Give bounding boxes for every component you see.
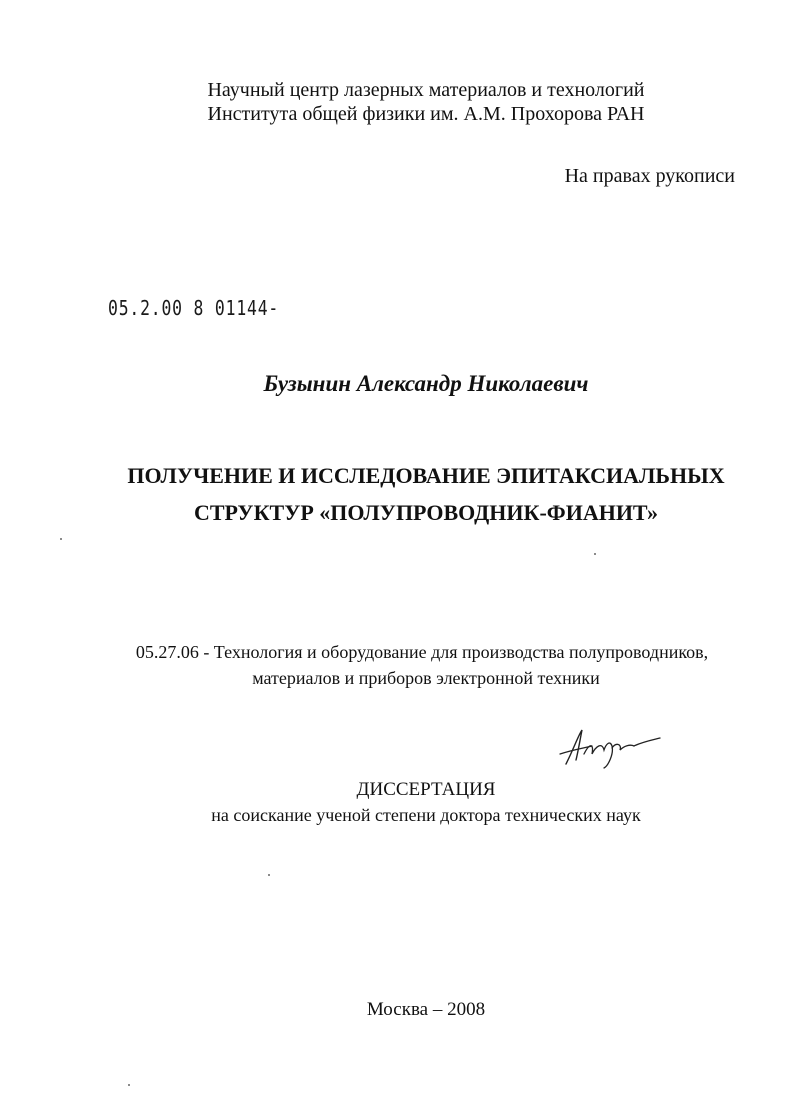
organization-line-2: Института общей физики им. А.М. Прохорова РАН (207, 103, 645, 125)
scan-speck (128, 1084, 130, 1086)
scan-speck (60, 538, 62, 540)
rights-notice: На правах рукописи (564, 165, 735, 187)
specialty-line-2: материалов и приборов электронной техники (252, 668, 600, 688)
scan-speck (268, 874, 270, 876)
title-line-1: ПОЛУЧЕНИЕ И ИССЛЕДОВАНИЕ ЭПИТАКСИАЛЬНЫХ (127, 463, 725, 488)
specialty-line-1: 05.27.06 - Технология и оборудование для производства полупроводников, (135, 642, 709, 662)
title-line-2: СТРУКТУР «ПОЛУПРОВОДНИК-ФИАНИТ» (193, 500, 659, 525)
handwritten-signature (556, 724, 664, 772)
document-type: ДИССЕРТАЦИЯ (356, 779, 496, 800)
city-year: Москва – 2008 (366, 999, 486, 1020)
scan-speck (594, 553, 596, 555)
degree-line: на соискание ученой степени доктора технических наук (211, 805, 641, 825)
archive-code: 05.2.00 8 01144- (108, 296, 280, 320)
author-name: Бузынин Александр Николаевич (263, 371, 589, 396)
organization-line-1: Научный центр лазерных материалов и технологий (207, 79, 645, 101)
